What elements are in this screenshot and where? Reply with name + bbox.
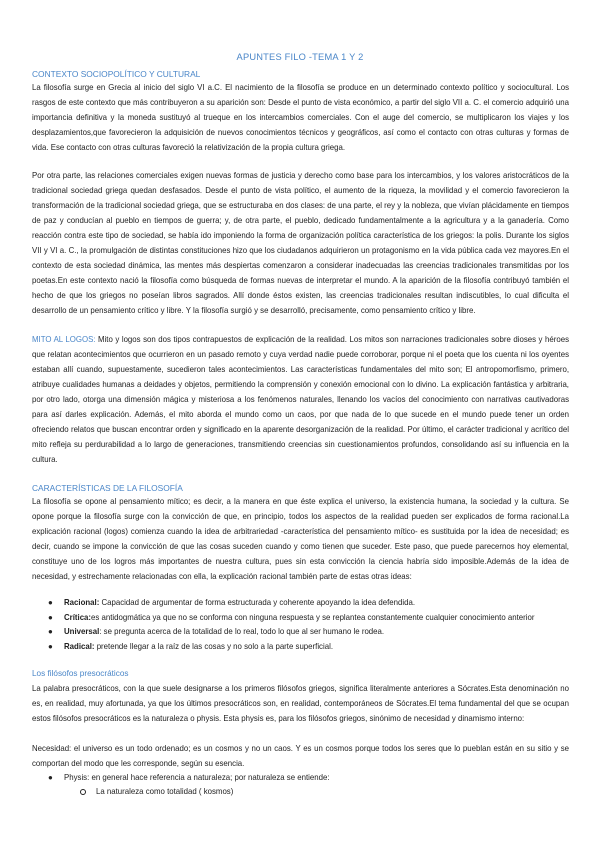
list-item-critica: ● Crítica:es antidogmática ya que no se conforma con ninguna respuesta y se replantea constantemente cualquier conocimiento anterior [32,611,569,626]
list-item-universal: ● Universal: se pregunta acerca de la totalidad de lo real, todo lo que al ser humano le rodea. [32,625,569,640]
list-item-radical: ● Radical: pretende llegar a la raíz de las cosas y no solo a la parte superficial. [32,640,569,655]
physis-list [32,771,569,786]
paragraph-contexto-2: Por otra parte, las relaciones comerciales exigen nuevas formas de justicia y derecho como base para los intercambios, y los valores aristocráticos de la tradicional sociedad griega quedan desfasados. Desde el punto de vista político, el aumento de la riqueza, la movilidad y el comercio favorecieron la transformación de la tradicional sociedad griega, que se estructuraba en dos clases: de una parte, el rey y la nobleza, que vivían plácidamente en tiempos de paz y conducían al pueblo en tiempos de guerra; y, de otra parte, el pueblo, dedicado fundamentalmente a la agricultura y a la ganadería. Como reacción contra este tipo de sociedad, se había ido imponiendo la forma de organización política característica de los griegos: la polis. Durante los siglos VII y VI a. C., la promulgación de distintas constituciones hizo que los ciudadanos adquirieron un protagonismo en la vida pública cada vez mayores.En el contexto de esta sociedad dinámica, las mentes más despiertas comenzaron a considerar inadecuadas las creencias tradicionales transmitidas por los poetas.En este contexto nació la filosofía como búsqueda de formas nuevas de interpretar el mundo. A la aparición de la filosofía contribuyó también el hecho de que los griegos no poseían libros sagrados. Allí donde éstos existen, las creencias tradicionales resultan indiscutibles, lo cual dificulta el desarrollo de un pensamiento crítico y libre. Y la filosofía surgió y se desarrolló, precisamente, como pensamiento crítico y libre. [32,171,569,315]
document-title: APUNTES FILO -TEMA 1 Y 2 [236,52,364,62]
paragraph-presocraticos-1: La palabra presocráticos, con la que suele designarse a los primeros filósofos griegos, significa literalmente anteriores a Sócrates.Esta denominación no es, en realidad, muy afortunada, ya que los últimos presocráticos son, en realidad, contemporáneos de Sócrates.El tema fundamental del que se ocupan estos filósofos presocráticos es la naturaleza o physis. Esta physis es, para los filósofos griegos, sinónimo de necesidad y dinamismo interno: [32,684,569,723]
circle-bullet-icon [80,789,86,795]
heading-presocraticos: Los filósofos presocráticos [32,669,129,678]
heading-caracteristicas: CARACTERÍSTICAS DE LA FILOSOFÍA [32,483,183,493]
inline-heading-mito: MITO AL LOGOS: [32,335,96,344]
bullet-icon: ● [48,612,53,622]
sub-list-item-kosmos: La naturaleza como totalidad ( kosmos) [96,785,233,800]
paragraph-mito [32,332,569,467]
bullet-icon: ● [48,773,53,782]
features-list [32,596,569,654]
heading-contexto: CONTEXTO SOCIOPOLÍTICO Y CULTURAL [32,69,201,79]
paragraph-mito-text: Mito y logos son dos tipos contrapuestos de explicación de la realidad. Los mitos son narraciones tradicionales sobre dioses y héroes que relatan acontecimientos que ocurrieron en un pasado remoto y cuya verdad nadie puede corroborar, porque ni el poeta que los cuenta ni los oyentes estaban allí cuando, supuestamente, sucedieron tales acontecimientos. Las características fundamentales del mito son; El antropomorfismo, primero, atribuye cualidades humanas a deidades y objetos, permitiendo la comprensión y conexión emocional con lo divino. La explicación fantástica y arbitraria, por otro lado, otorga una dimensión mágica y misteriosa a los fenómenos naturales, llenando los vacíos del conocimiento con narrativas cautivadoras para así darles explicación. Además, el mito aborda el mundo como un caos, por que nada de lo que sucede en el mundo puede tener un orden ofreciendo relatos que buscan encontrar orden y significado en la aparente desorganización de la realidad. Por último, el carácter tradicional y acrítico del mito refleja su perdurabilidad a lo largo de generaciones, transmitiendo creencias sin cuestionamientos profundos, consolidando así su influencia en la cultura. [32,335,569,464]
bullet-icon: ● [48,598,53,607]
paragraph-caracteristicas: La filosofía se opone al pensamiento mítico; es decir, a la manera en que éste explica el universo, la existencia humana, la sociedad y la cultura. Se opone porque la filosofía surge con la convicción de que, en principio, todos los aspectos de la realidad pueden ser explicados de forma racional.La explicación racional (logos) comienza cuando la idea de arbitrariedad -característica del pensamiento mítico- es sustituida por la idea de necesidad; es decir, cuando se impone la convicción de que las cosas suceden cuando y como tienen que suceder. Este paso, que puede parecernos hoy elemental, constituye uno de los logros más importantes de nuestra cultura, pues sin esta convicción la ciencia habría sido imposible.Además de la idea de necesidad, y estrechamente relacionadas con ella, la explicación racional también parte de estas otras ideas: [32,497,569,581]
paragraph-presocraticos-2: Necesidad: el universo es un todo ordenado; es un cosmos y no un caos. Y es un cosmos porque todos los seres que lo pueblan están en su sitio y se comportan del modo que les corresponde, según su esencia. [32,744,569,768]
bullet-icon: ● [48,641,53,651]
list-item-physis: ● Physis: en general hace referencia a naturaleza; por naturaleza se entiende: [32,771,569,786]
bullet-icon: ● [48,627,53,636]
paragraph-contexto-1: La filosofía surge en Grecia al inicio del siglo VI a.C. El nacimiento de la filosofía se produce en un determinado contexto político y sociocultural. Los rasgos de este contexto que más contribuyeron a su aparición son: Desde el punto de vista económico, a partir del siglo VII a. C. el comercio adquirió una importancia definitiva y la moneda sustituyó al trueque en los intercambios comerciales. Con el auge del comercio, se multiplicaron los viajes y los desplazamientos,que favorecieron la adquisición de nuevos conocimientos técnicos y geográficos, así como el contacto con otras culturas y formas de vida. Ese contacto con otras culturas favoreció la relativización de la propia cultura griega. [32,83,569,152]
list-item-racional: ● Racional: Capacidad de argumentar de forma estructurada y coherente apoyando la idea defendida. [32,596,569,611]
